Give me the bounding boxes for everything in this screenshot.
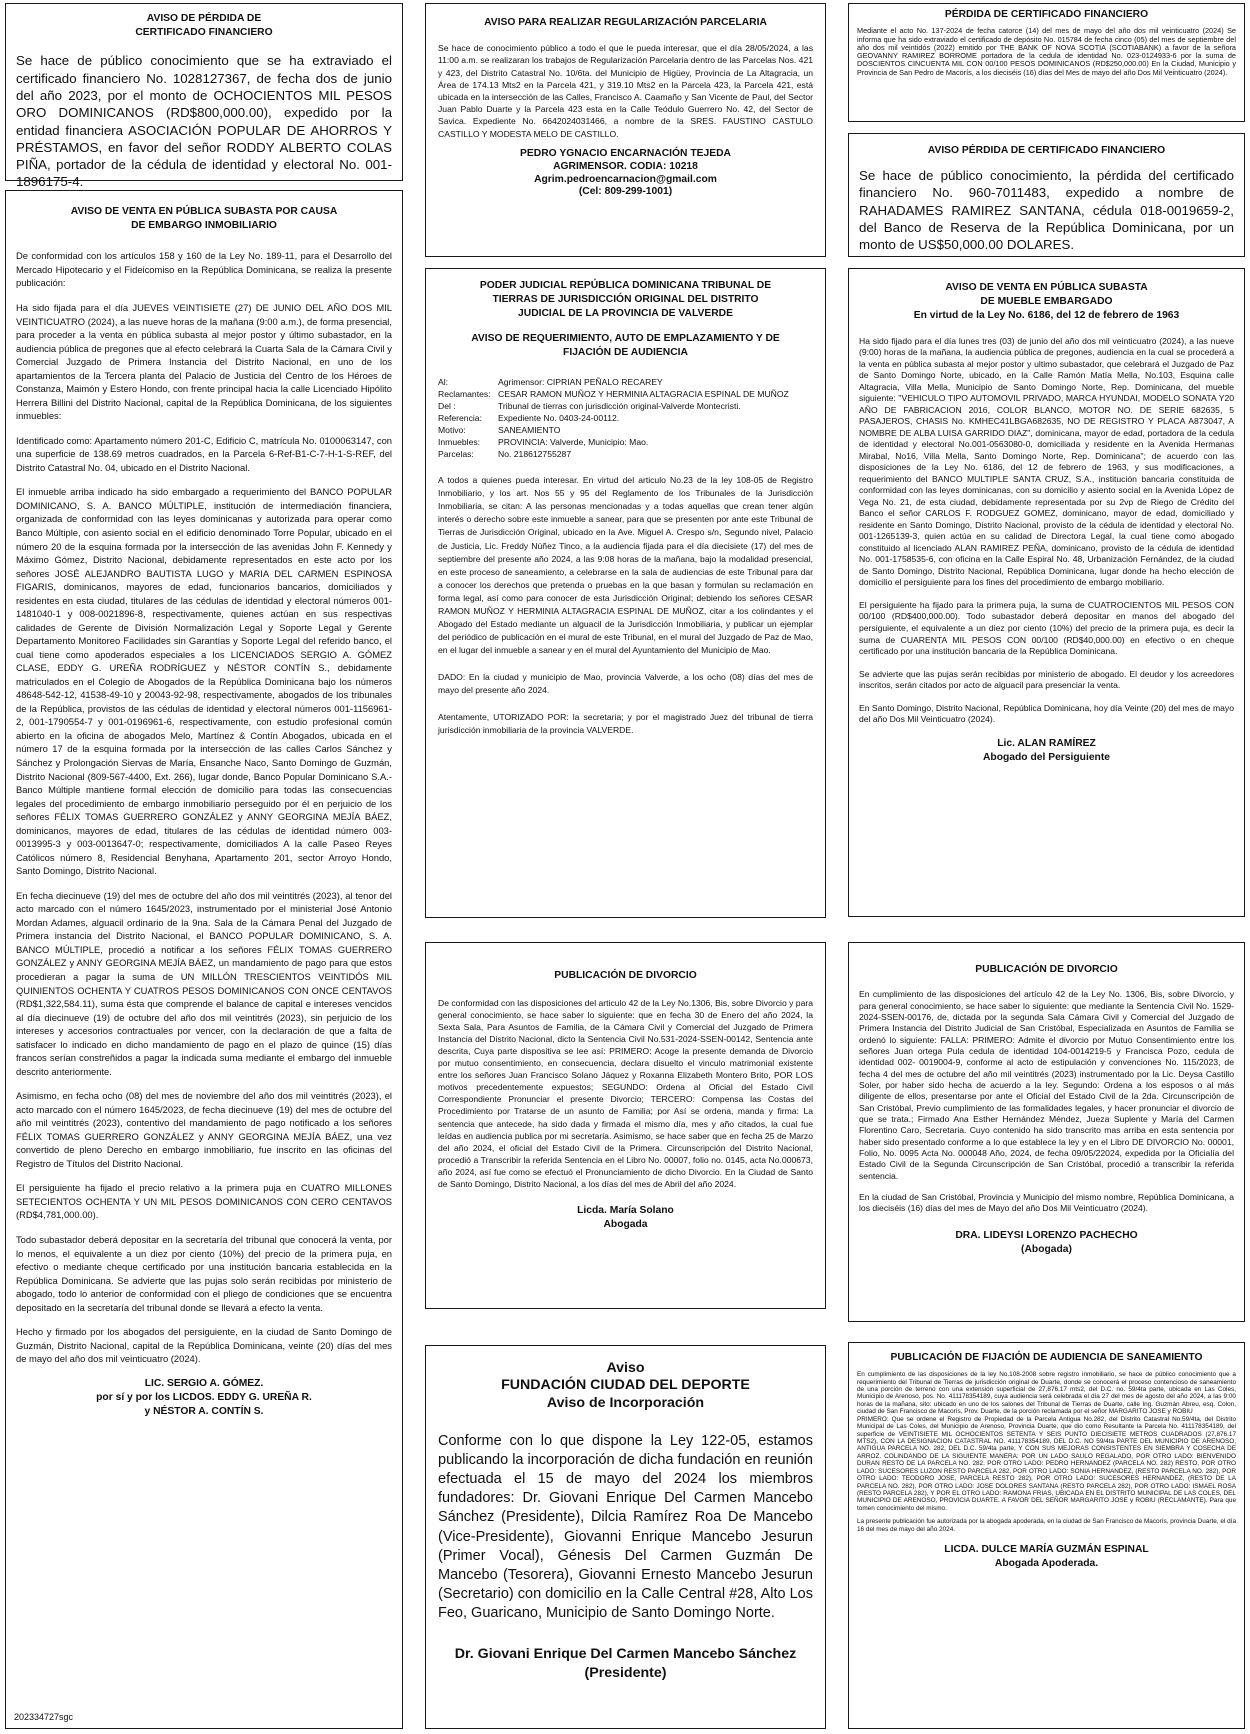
- notice-fijacion-audiencia-saneamiento: [848, 1342, 1245, 1729]
- signature: LIC. SERGIO A. GÓMEZ. por sí y por los LICDOS. EDDY G. UREÑA R. y NÉSTOR A. CONTÍN S.: [96, 1377, 312, 1418]
- notice-venta-subasta-mueble: [848, 268, 1245, 917]
- paragraph: Ha sido fijada para el día JUEVES VEINTISIETE (27) DE JUNIO DEL AÑO DOS MIL VEINTICUATRO (2024), a las nueve horas de la mañana (9:00 a.m.), de forma presencial, para proceder a la venta en pública subasta al mejor postor y último subastador, en la audiencia pública de pregones que al efecto celebrará la Cuarta Sala de la Cámara Civil y Comercial Juzgado de Primera Instancia del Distrito Nacional, en uno de los apartamientos de la Tercera planta del Palacio de Justicia del Centro de los Héroes de Constanza, Maimón y Estero Hondo, con frente principal hacia la calle Licenciado Hipólito Herrera Billini del Distrito Nacional, capital de la República Dominicana, de los siguientes inmuebles:: [16, 302, 392, 422]
- notice-divorcio-2: [848, 942, 1245, 1322]
- notice-body: Mediante el acto No. 137-2024 de fecha catorce (14) del mes de mayo del año dos mil veinticuatro (2024) Se informa que ha sido extraviado el certificado de depósito No. 015784 de fecha cinco (05) del mes de septiembre del año dos mil veintidós (2022) emitido por THE BANK OF NOVA SCOTIA (SCOTIABANK) a favor de la señora GEOVANNY RAMIREZ BORROME portadora de la cedula de identidad No. 023-0124933-6 por la suma de DOSCIENTOS CINCUENTA MIL CON 00/100 PESOS DOMINICANOS (RD$250,000.00) En la Ciudad, Municipio y Provincia de San Pedro de Macorís, a los dieciséis (16) días del Mes de mayo del año Dos Mil Veinticuatro (2024).: [857, 26, 1236, 77]
- notice-body: Se hace de conocimiento público a todo el que le pueda interesar, que el día 28/05/2024, a las 11:00 a.m. se realizaran los trabajos de Regularización Parcelaria dentro de las Parcelas Nos. 421 y 423, del Distrito Catastral No. 10/6ta. del Municipio de Higüey, Provincia de La Altagracia, un Área de 174.13 Mts2 en la Parcela 421, y 319.10 Mts2 en la Parcela 423, la Parcela 421, está ubicada en la intersección de las Calles, Francisco A. Caamaño y San Vicente de Paul, del Sector Juan Pablo Duarte y la Parcela 423 esta en la Calle Teódulo Guerrero No. 42, del Sector de Savica. Expediente No. 6642024031466, a nombre de la SRES. FAUSTINO CASTULO CASTILLO Y MODESTA MELO DE CASTILLO.: [438, 43, 813, 139]
- reference-code: 202334727sgc: [14, 1712, 74, 1722]
- signature: LICDA. DULCE MARÍA GUZMÁN ESPINAL Abogada Apoderada.: [944, 1544, 1149, 1570]
- paragraph: En cumplimiento de las disposiciones de la ley No.108-2008 sobre registro inmobiliario, se hace de público conocimiento que a requerimiento del Tribunal de Tierras de jurisdicción original de Duarte, donde se conocerá el proceso contencioso de saneamiento de una porción de terreno con una extensión superficial de 27,876.17 mts2, del D.C. no. 59/4ta parte, ubicada en Las Coles, Municipio de Arenoso, pos. No. 411178354189, cuya audiencia será celebrada el día 27 del mes de agosto del año 2024, a las 9:00 horas de la mañana, sito: ubicado en uno de los salones del Tribunal de Tierras de Duarte, calle Ing. Guzmán Abreu, esq. Colon, ciudad de San Francisco de Macorís, Prov. Duarte, de la porción reclamada por el señor MARGARITO JOSE y ROBIU: [857, 1371, 1236, 1416]
- notice-body: Conforme con lo que dispone la Ley 122-05, estamos publicando la incorporación de dicha fundación en reunión efectuada el 15 de mayo del 2024 los miembros fundadores: Dr. Giovani Enrique Del Carmen Mancebo Sánchez (Presidente), Dilcia Ramírez Roa De Mancebo (Vice-Presidente), Giovanni Enrique Mancebo Jesurun (Primer Vocal), Génesis Del Carmen Guzmán De Mancebo (Tesorera), Giovanni Ernesto Mancebo Jesurun (Secretario) con domicilio en la Calle Central #28, Alto Los Feo, Guaricano, Municipio de Santo Domingo Norte.: [438, 1432, 813, 1622]
- court-header: PODER JUDICIAL REPÚBLICA DOMINICANA TRIBUNAL DE TIERRAS DE JURISDICCIÓN ORIGINAL DEL DISTRITO JUDICIAL DE LA PROVINCIA DE VALVERDE: [479, 280, 772, 320]
- field-row: Inmuebles: PROVINCIA: Valverde, Municipio: Mao.: [438, 437, 649, 448]
- signature: DRA. LIDEYSI LORENZO PACHECHO (Abogada): [955, 1229, 1138, 1255]
- notice-title: AVISO DE VENTA EN PÚBLICA SUBASTA POR CAUSA DE EMBARGO INMOBILIARIO: [70, 206, 338, 232]
- paragraph: En Santo Domingo, Distrito Nacional, República Dominicana, hoy día Veinte (20) del mes de mayo del año Dos Mil Veinticuatro (2024).: [859, 702, 1234, 725]
- notice-perdida-certificado-3: [848, 133, 1245, 257]
- notice-perdida-certificado-1: [5, 3, 403, 190]
- notice-title: AVISO DE PÉRDIDA DE CERTIFICADO FINANCIERO: [135, 13, 273, 39]
- signature: PEDRO YGNACIO ENCARNACIÓN TEJEDA AGRIMENSOR. CODIA: 10218 Agrim.pedroencarnacion@gmail.com (Cel: 809-299-1001): [520, 147, 731, 198]
- signature: Licda. María Solano Abogada: [577, 1204, 674, 1230]
- paragraph: Se advierte que las pujas serán recibidas por ministerio de abogado. El deudor y los acreedores inscritos, serán citados por acto de alguacil para presenciar la venta.: [859, 668, 1234, 691]
- notice-title: AVISO DE REQUERIMIENTO, AUTO DE EMPLAZAMIENTO Y DE FIJACIÓN DE AUDIENCIA: [471, 332, 780, 358]
- paragraph: Identificado como: Apartamento número 201-C, Edificio C, matrícula No. 0100063147, con una superficie de 138.69 metros cuadrados, en la Parcela 6-Ref-B1-C-7-H-1-S-REF, del Distrito Catastral No. 04, ubicado en el Distrito Nacional.: [16, 434, 392, 473]
- paragraph: A todos a quienes pueda interesar. En virtud del articulo No.23 de la ley 108-05 de Registro Inmobiliario, y los art. Nos 55 y 95 del Reglamento de los Tribunales de la Jurisdicción Inmobiliaria, se citan: A las personas mencionadas y a todas aquellas que crean tener algún interés o derecho sobre este inmueble a sanear, para que se presenten por ante este Tribunal de Tierras de Jurisdicción Original, ubicado en la Ave. Miguel A. Crespo s/n, Segundo nivel, Palacio de Justicia, Lic. Freddy Núñez Tinco, a la audiencia fijada para el día diecisiete (17) del mes de septiembre del presente año 2024, a las 9:08 horas de la mañana, bajo la modalidad presencial, en este proceso de saneamiento, a celebrarse en la sala de audiencias de este Tribunal para dar a conocer los derechos que pretenda o pruebas en la que basan y formulan su reclamación en forma legal, así como para conocer de esta Jurisdicción Original; debiendo los señores CESAR RAMON MUÑOZ Y HERMINIA ALTAGRACIA ESPINAL DE MUÑOZ, citar a los colindantes y el Abogado del Estado mediante un alguacil de la Jurisdicción Inmobiliaria, y publicar un ejemplar del periódico de publicación en el mural de este Tribunal, en el mural del Juzgado de Paz de Mao, en el lugar del inmueble a sanear y en el mural del Ayuntamiento del Municipio de Mao.: [438, 475, 813, 656]
- paragraph: El inmueble arriba indicado ha sido embargado a requerimiento del BANCO POPULAR DOMINICANO, S. A. BANCO MÚLTIPLE, institución de intermediación financiera, organizada de conformidad con las leyes dominicanas y autorizada para operar como Banco Múltiple, con asiento social en el edificio denominado Torre Popular, ubicado en el número 20 de la esquina formada por la intersección de las avenidas John F. Kennedy y Máximo Gómez, Distrito Nacional, debidamente representados en este acto por los señores JOSÉ ALEJANDRO BAUTISTA LUGO y MARIA DEL CARMEN ESPINOSA FIGARIS, dominicanos, mayores de edad, funcionarios bancarios, domiciliados y residentes en esta ciudad, titulares de las cédulas de identidad y electoral números 001-1481040-1 y 008-0021896-8, respectivamente, quienes actúan en sus respectivas calidades de Gerente de División Normalización Legal y Soporte Legal y Gerente Departamento Monitoreo Facilidades sin Garantías y Soporte Legal del referido banco, el cual tiene como apoderados especiales a los LICENCIADOS SERGIO A. GÓMEZ CLASE, EDDY G. UREÑA RODRÍGUEZ y NÉSTOR CONTÍN S., debidamente matriculados en el Colegio de Abogados de la República Dominicana bajo los números 48648-542-12, 41538-49-10 y 20043-92-98, respectivamente, abogados de los tribunales de la República, provistos de las cédulas de identidad y electoral números 001-1156961-2, 001-1790554-7 y 001-0196961-6, respectivamente, con estudio profesional común abierto en la oficina de abogados Melo, Martínez & Contín Abogados, ubicada en el número 17 de la esquina formada por la intersección de las calles Carlos Sánchez y Sánchez y Prolongación Siervas de María, Ensanche Naco, Santo Domingo de Guzmán, Distrito Nacional (809-567-4400, Ext. 266), lugar donde, Banco Popular Dominicano S.A.- Banco Múltiple mantiene formal elección de domicilio para todas las consecuencias legales del procedimiento de embargo inmobiliario perseguido por él en perjuicio de los señores FÉLIX TOMAS GUERRERO GONZÁLEZ y ANNY GEORGINA MEJÍA BÁEZ, dominicanos, mayores de edad, titulares de las cédulas de identidad número 003-0013995-3 y 003-0013647-0; respectivamente, domiciliados A la calle Paseo Reyes Católicos número 8, Residencial Benyhana, Apartamento 201, sector Arroyo Hondo, Santo Domingo, Distrito Nacional.: [16, 486, 392, 877]
- field-row: Referencia: Expediente No. 0403-24-00112.: [438, 413, 620, 424]
- paragraph: Ha sido fijado para el día lunes tres (03) de junio del año dos mil veinticuatro (2024), a las nueve (9:00) horas de la mañana, la audiencia pública de pregones, audiencia en la cual se procederá a la venta en pública subasta al mejor postor y ultimo subastador, que celebrará el Juzgado de Paz de Santo Domingo Norte, ubicado, en la Calle Ramón Matía Mella, No.103, Esquina calle Altagracia, Villa Mella, Municipio de Santo Domingo Norte, Rep. Dominicana, del mueble siguiente: "VEHICULO TIPO AUTOMOVIL PRIVADO, MARCA HYUNDAI, MODELO SONATA Y20 AÑO DE FABRICACION 2016, COLOR BLANCO, MOTOR NO. DE SERIE 682635, 5 PASAJEROS, CHASIS No. KMHEC41LBGA682635, NO DE REGISTRO Y PLACA A873047, A NOMBRE DE ALBA LUISA GARRIDO DIAZ", dominicana, mayor de edad, portadora de la cedula de identidad y electoral No.001-0563080-0, domiciliada y residente en la Avenida Hermanas Mirabal, No16, Villa Mella, Santo Domingo Norte, Rep. Dominicana"; de acuerdo con las disposiciones de la Ley No. 6186, del 12 de febrero de 1963, y sus modificaciones, a requerimiento del BANCO MULTIPLE SANTA CRUZ, S.A., institución bancaria constituida de conformidad con las leyes dominicanas, con su domicilio y asiento social en la Avenida López de Vega No. 21, de esta ciudad, debidamente representada por su 2vp de Riego de Crédito del Banco el señor CARLOS F. RODGUEZ GOMEZ, dominicano, mayor de edad, domiciliado y residente en Santo Domingo, Distrito Nacional, provisto de la cédula de identidad y electoral No. 001-1265139-3, quien actúa en su calidad de Directora Legal, la cual tiene como abogado constituido al licenciado ALAN RAMIREZ PEÑA, dominicano, provisto de la cédula de identidad No. 001-1758535-6, con oficina en la Calle Espiral No. 48, Urbanización Fernández, de la ciudad de Santo Domingo, Distrito Nacional, República Dominicana, lugar donde ha hecho elección de domicilio el persiguiente para los fines del procedimiento de embargo mobiliario.: [859, 335, 1234, 588]
- paragraph: Atentamente, UTORIZADO POR: la secretaria; y por el magistrado Juez del tribunal de tierra jurisdicción inmobiliaria de la provincia VALVERDE.: [438, 711, 813, 735]
- paragraph: La presente publicación fue autorizada por la abogada apoderada, en la ciudad de San Francisco de Macorís, provincia Duarte, el día 16 del mes de mayo del año 2024.: [857, 1518, 1236, 1533]
- paragraph: El persiguiente ha fijado el precio relativo a la primera puja en CUATRO MILLONES SETECIENTOS OCHENTA Y UN MIL PESOS DOMINICANOS CON CERO CENTAVOS (RD$4,781,000.00).: [16, 1182, 392, 1221]
- notice-title: AVISO PARA REALIZAR REGULARIZACIÓN PARCELARIA: [484, 17, 767, 28]
- field-row: Parcelas: No. 218612755287: [438, 449, 572, 460]
- notice-regularizacion-parcelaria: [425, 3, 826, 257]
- notice-requerimiento-emplazamiento: [425, 268, 826, 918]
- signature: Dr. Giovani Enrique Del Carmen Mancebo Sánchez (Presidente): [454, 1646, 797, 1681]
- paragraph: Todo subastador deberá depositar en la secretaría del tribunal que conocerá la venta, por lo menos, el equivalente a un diez por ciento (10%) del precio de la primera puja, en efectivo o mediante cheque certificado por una institución bancaria establecida en la República Dominicana. Se advierte que las pujas solo serán recibidas por ministerio de abogado, todo lo anterior de conformidad con el pliego de condiciones que se encuentra depositado en la secretaría del tribunal donde se llevará a efecto la venta.: [16, 1234, 392, 1313]
- notice-title: AVISO PÉRDIDA DE CERTIFICADO FINANCIERO: [927, 145, 1166, 156]
- notice-divorcio-1: [425, 942, 826, 1309]
- notice-fundacion-ciudad-deporte: [425, 1345, 826, 1729]
- notice-title: Aviso FUNDACIÓN CIUDAD DEL DEPORTE Aviso de Incorporación: [501, 1360, 750, 1411]
- field-row: Al: Agrimensor: CIPRIAN PEÑALO RECAREY: [438, 377, 663, 388]
- notice-body: De conformidad con las disposiciones del articulo 42 de la Ley No.1306, Bis, sobre Divorcio y para general conocimiento, se hace saber lo siguiente: que en fecha 30 de Enero del año 2024, la Sexta Sala, Para Asuntos de Familia, de la Cámara Civil y Comercial del Juzgado de Primera Instancia del Distrito Nacional, dicto la Sentencia Civil No.531-2024-SSEN-00142, Sentencia ante descrita, Cuya parte dispositiva se lee así: PRIMERO: Acoge la presente demanda de Divorcio por mutuo consentimiento, en consecuencia, declara disuelto el vinculo matrimonial existente entre los señores Juan Francisco Solano Jáquez y Roxanna Elizabeth Montero Brito, POR LOS motivos precedentemente expuestos; SEGUNDO: Ordena al Oficial del Estado Civil Correspondiente Pronunciar el presente Divorcio; TERCERO: Compensa las Costas del Procedimiento por Tratarse de un asunto de Familia; por Así se ordena, manda y firma: La sentencia que antecede, ha sido dada y firmada el mismo día, mes y año citados, la cual fue leídas en audiencia publica por mi secretaria. Asimismo, se hace saber que en fecha 25 de Marzo del año 2024, el oficial del Estado Civil de la Primera. Circunscripción del Distrito Nacional, procedió a Transcribir la referida Sentencia en el Libro No. 00007, folio no. 0145, acta No.000673, año 2024, así fue como se efectuó el Pronunciamiento de dicho Divorcio. En la Ciudad de Santo de Santo Domingo, Distrito Nacional, a los días del mes de Abril del año 2024.: [438, 998, 813, 1189]
- paragraph: Asimismo, en fecha ocho (08) del mes de noviembre del año dos mil veintitrés (2023), el acto marcado con el número 1645/2023, de fecha diecinueve (19) del mes de octubre del año mil veintitrés (2023), contentivo del mandamiento de pago notificado a los señores FÉLIX TOMAS GUERRERO GONZÁLEZ y ANNY GEORGINA MEJÍA BÁEZ, una vez convertido de pleno Derecho en embargo inmobiliario, fue inscrito en las oficinas del Registro de Títulos del Distrito Nacional.: [16, 1090, 392, 1169]
- field-row: Motivo: SANEAMIENTO: [438, 425, 561, 436]
- notice-perdida-certificado-2: [848, 3, 1245, 122]
- paragraph: En cumplimiento de las disposiciones del artículo 42 de la Ley No. 1306, Bis, sobre Divorcio, y para general conocimiento, se hace saber lo siguiente: que mediante la Sentencia Civil No. 1529-2024-SSEN-00176, de, dictada por la segunda Sala Cámara Civil y Comercial del Juzgado de Primera Instancia del Distrito Judicial de San Cristóbal, Especializada en Asuntos de Familia se ordenó lo siguiente: FALLA: PRIMERO: Admite el divorcio por Mutuo Consentimiento entre los señores Juan ortega Pula cedula de identidad 104-0014219-5 y Francisca Pozo, cedula de identidad 002- 0019004-9, conforme al acto de estipulación y convenciones No. 115/2023, de fecha 4 del mes de octubre del año mil veintitrés (2023) instrumentado por la Lic. Deysa Castillo Soler, por haber sido hecha de acuerdo a la ley. Segundo: Ordena a los esposos o al más diligente de ellos, presentarse por ante el Oficial del Estado Civil de la 2da. Circunscripción de San Cristóbal, Previo cumplimiento de las formalidades legales, y hacer pronunciar el divorcio de que se trata.; Firmado Ana Esther Hernández Méndez, Jueza Suplente y María del Carmen Florentino Caro, Secretaria. Cuyo contenido ha sido transcrito mas arriba en esta sentencia por haber sido presentado conforme a lo que establece la ley y en el Libro DE DIVORCIO No. 00001, Folio, No. 0095 Acta No. 000048 Año, 2024, de fecha 09/05/22024, expedida por la Oficialía del Estado Civil de la Segunda Circunscripción de San Cristóbal, procedió a transcribir la referida sentencia.: [859, 989, 1234, 1181]
- paragraph: El persiguiente ha fijado para la primera puja, la suma de CUATROCIENTOS MIL PESOS CON 00/100 (RD$400,000.00). Todo subastador deberá depositar en manos del abogado del persiguiente, el equivalente a un diez por ciento (10%) del precio de la primera puja, es decir la suma de CUARENTA MIL PESOS CON 00/100 (RD$40,000.00) en efectivo o en cheque certificado por una institución bancaria de la República Dominicana.: [859, 599, 1234, 657]
- signature: Lic. ALAN RAMÍREZ Abogado del Persiguiente: [982, 737, 1110, 763]
- paragraph: De conformidad con los artículos 158 y 160 de la Ley No. 189-11, para el Desarrollo del Mercado Hipotecario y el Fideicomiso en la República Dominicana, se realiza la presente publicación:: [16, 250, 392, 289]
- notice-body: Se hace de público conocimiento, la pérdida del certificado financiero No. 960-7011483, expedido a nombre de RAHADAMES RAMIREZ SANTANA, cédula 018-0019659-2, del Banco de Reserva de la República Dominicana, por un monto de US$50,000.00 DOLARES.: [859, 168, 1234, 253]
- notice-title: PUBLICACIÓN DE FIJACIÓN DE AUDIENCIA DE SANEAMIENTO: [890, 1352, 1203, 1363]
- paragraph: DADO: En la ciudad y municipio de Mao, provincia Valverde, a los ocho (08) días del mes de mayo del presente año 2024.: [438, 672, 813, 695]
- paragraph: En fecha diecinueve (19) del mes de octubre del año dos mil veintitrés (2023), al tenor del acto marcado con el número 1645/2023, instrumentado por el ministerial José Antonio Mordan Adames, alguacil ordinario de la 9na. Sala de la Cámara Penal del Juzgado de Primera instancia del Distrito Nacional, el BANCO POPULAR DOMINICANO, S. A. BANCO MÚLTIPLE, procedió a notificar a los señores FÉLIX TOMAS GUERRERO GONZÁLEZ y ANNY GEORGINA MEJÍA BÁEZ, un mandamiento de pago para que estos procedieran a pagar la suma de UN MILLÓN TRESCIENTOS VEINTIDÓS MIL QUINIENTOS OCHENTA Y CUATROS PESOS DOMINICANOS CON ONCE CENTAVOS (RD$1,322,584.11), suma ésta que comprende el balance de capital e intereses vencidos al día diecinueve (19) de octubre del año dos mil veintitrés (2023), sin perjuicio de los intereses y accesorios contractuales por vencer, con la declaración de que a falta de satisfacer lo indicado en dicho mandamiento de pago en el plazo de quince (15) días francos serían constreñidos a pagar la indicada suma mediante el embargo del inmueble descrito anteriormente.: [16, 889, 392, 1077]
- paragraph: En la ciudad de San Cristóbal, Provincia y Municipio del mismo nombre, República Dominicana, a los dieciséis (16) días del mes de Mayo del año Dos Mil Veinticuatro (2024).: [859, 1192, 1234, 1214]
- case-fields: [438, 376, 813, 460]
- field-row: Del : Tribunal de tierras con jurisdicción original-Valverde Montecristi.: [438, 401, 741, 412]
- notice-title: PÉRDIDA DE CERTIFICADO FINANCIERO: [944, 9, 1149, 20]
- field-row: Reclamantes: CESAR RAMON MUÑOZ Y HERMINIA ALTAGRACIA ESPINAL DE MUÑOZ: [438, 389, 789, 400]
- paragraph: Hecho y firmado por los abogados del persiguiente, en la ciudad de Santo Domingo de Guzmán, Distrito Nacional, capital de la República Dominicana, veinte (20) días del mes de mayo del año dos mil veinticuatro (2024).: [16, 1326, 392, 1365]
- notice-body: Se hace de público conocimiento que se ha extraviado el certificado financiero No. 1028127367, de fecha dos de junio del año 2023, por el monto de OCHOCIENTOS MIL PESOS ORO DOMINICANOS (RD$800,000.00), expedido por la entidad financiera ASOCIACIÓN POPULAR DE AHORROS Y PRÉSTAMOS, en favor del señor RODDY ALBERTO COLAS PIÑA, portador de la cédula de identidad y electoral No. 001-1896175-4.: [16, 53, 392, 190]
- notice-title: PUBLICACIÓN DE DIVORCIO: [975, 964, 1118, 975]
- notice-title: PUBLICACIÓN DE DIVORCIO: [554, 970, 697, 981]
- notice-venta-subasta-inmobiliario: [5, 190, 403, 1729]
- notice-title: AVISO DE VENTA EN PÚBLICA SUBASTA DE MUEBLE EMBARGADO En virtud de la Ley No. 6186, del 12 de febrero de 1963: [913, 282, 1180, 322]
- paragraph: PRIMERO: Que se ordene el Registro de Propiedad de la Parcela Antigua No.282, del Distrito Catastral No.59/4ta, del Distrito Municipal de Las Coles, del Municipio de Arenoso, Provincia Duarte, que dio como Resultante la Parcela No. 411178354189, del superficie de VEINTISIETE MIL OCHOCIENTOS SETENTA Y SEIS PUNTO DIECISIETE METROS CUADRADOS (27,876.17 MTS2), CON LA DESIGNACION CATASTRAL NO. 411178354189, DEL D.C. NO 59/4ta PARTE DEL MUNICIPIO DE ARENOSO, ANTIGUA PARCELA NO. 282, DEL D.C. 59/4ta parte, Y CON SUS MEJORAS CONSISTENTES EN SIEMBRA Y COSECHA DE ARROZ. COLINDANDO DE LA SIGUIENTE MANERA: POR UN LADO SAULO REGALADO, POR OTRO LADO: BIENVENIDO DURAN RESTO DE LA PARCELA NO. 282. POR OTRO LADO: PEDRO HERNANDEZ (PARCELA NO. 282) RESTO, POR OTRO LADO: SUCESORES LUZON RESTO PARCELA 282, POR OTRO LADO: SONIA HERNANDEZ, (RESTO PARCELA NO. 282), POR OTRO LADO: TEODORO JOSE, PARCELA RESTO 282), POR OTRO LADO: SUCESORES HERNANDEZ, (RESTO DE LA PARCELA NO. 282), POR OTRO LADO: JOSE DOLORES SANTANA (RESTO PARCELA 282), POR OTRO LADO: ISMAEL ROSA (RESTO PARCELA 282), Y POR EL OTRO LADO: RAMONA FRIAS, UBICADA EN EL DISTRITO MUNICIPAL DE LAS COLES, DEL MUNICIPIO DE ARENOSO, PROVICIA DUARTE. A FAVOR DEL SEÑOR MARGARITO JOSE y ROBIU (RECLAMANTE). Para que tomen conocimiento del mismo.: [857, 1415, 1236, 1512]
